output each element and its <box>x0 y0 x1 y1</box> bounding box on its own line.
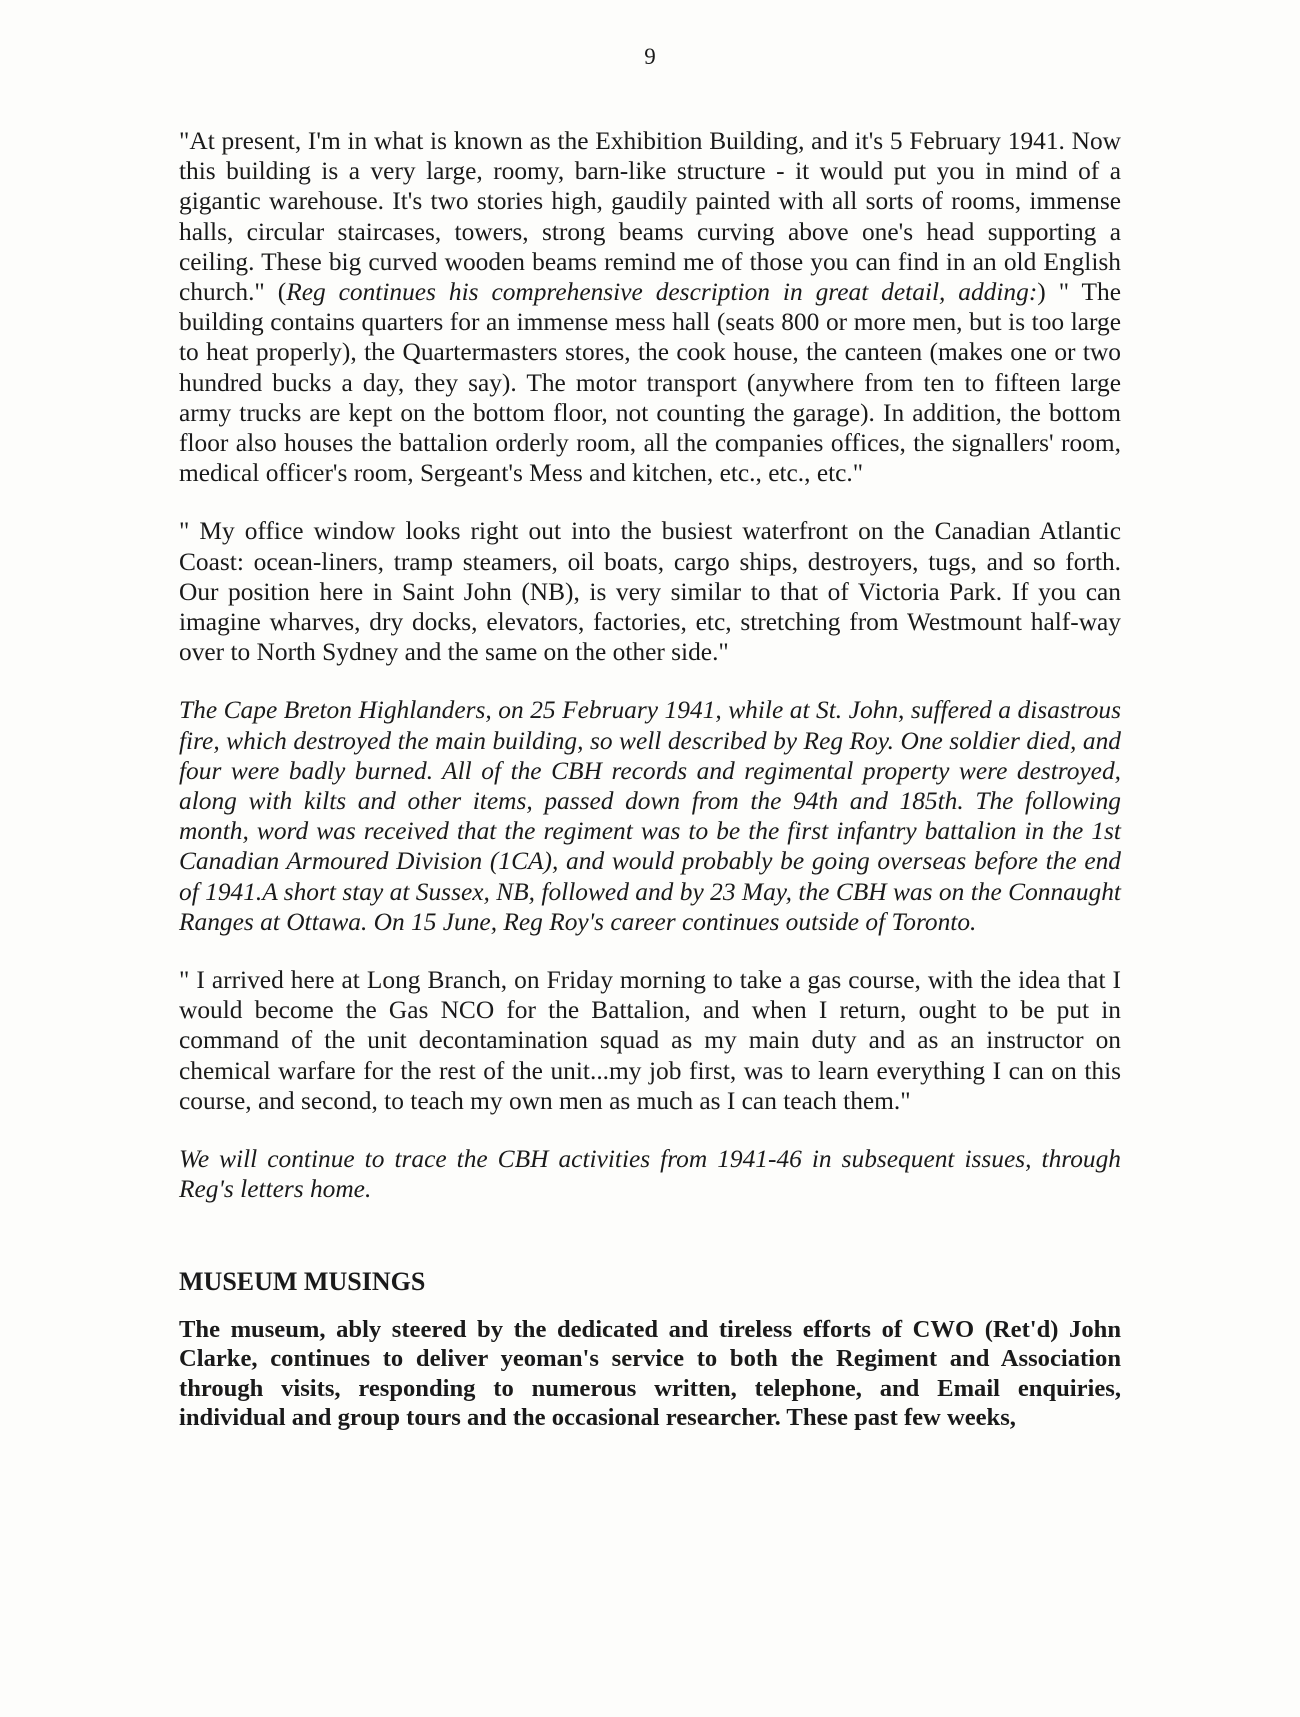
paragraph-exhibition-building <box>179 126 1121 488</box>
section-heading: MUSEUM MUSINGS <box>179 1266 426 1296</box>
page-number: 9 <box>644 44 656 69</box>
editorial-note: Reg continues his comprehensive description in great detail, adding: <box>286 278 1038 307</box>
section-body: The museum, ably steered by the dedicated and tireless efforts of CWO (Ret'd) John Clarke, continues to deliver yeoman's service to both the Regiment and Association through visits, responding to numerous written, telephone, and Email enquiries, individual and group tours and the occasional researcher. These past few weeks, <box>179 1315 1121 1432</box>
paragraph-fire-narrative: The Cape Breton Highlanders, on 25 February 1941, while at St. John, suffered a disastrous fire, which destroyed the main building, so well described by Reg Roy. One soldier died, and four were badly burned. All of the CBH records and regimental property were destroyed, along with kilts and other items, passed down from the 94th and 185th. The following month, word was received that the regiment was to be the first infantry battalion in the 1st Canadian Armoured Division (1CA), and would probably be going overseas before the end of 1941.A short stay at Sussex, NB, followed and by 23 May, the CBH was on the Connaught Ranges at Ottawa. On 15 June, Reg Roy's career continues outside of Toronto. <box>179 696 1121 936</box>
page-body <box>179 126 1121 1433</box>
paragraph-office-window: " My office window looks right out into the busiest waterfront on the Canadian Atlantic Coast: ocean-liners, tramp steamers, oil boats, cargo ships, destroyers, tugs, and so forth. Our position here in Saint John (NB), is very similar to that of Victoria Park. If you can imagine wharves, dry docks, elevators, factories, etc, stretching from Westmount half-way over to North Sydney and the same on the other side." <box>179 517 1121 667</box>
quote-text-continued: ) " The building contains quarters for an immense mess hall (seats 800 or more men, but is too large to heat properly), the Quartermasters stores, the cook house, the canteen (makes one or two hundred bucks a day, they say). The motor transport (anywhere from ten to fifteen large army trucks are kept on the bottom floor, not counting the garage). In addition, the bottom floor also houses the battalion orderly room, all the companies offices, the signallers' room, medical officer's room, Sergeant's Mess and kitchen, etc., etc., etc." <box>179 278 1122 488</box>
quote-text: "At present, I'm in what is known as the Exhibition Building, and it's 5 February 1941. Now this building is a very large, roomy, barn-like structure - it would put you in mind of a gigantic warehouse. It's two stories high, gaudily painted with all sorts of rooms, immense halls, circular staircases, towers, strong beams curving above one's head supporting a ceiling. These big curved wooden beams remind me of those you can find in an old English church." ( <box>179 127 1121 307</box>
paragraph-long-branch: " I arrived here at Long Branch, on Friday morning to take a gas course, with the idea that I would become the Gas NCO for the Battalion, and when I return, ought to be put in command of the unit decontamination squad as my main duty and as an instructor on chemical warfare for the rest of the unit...my job first, was to learn everything I can on this course, and second, to teach my own men as much as I can teach them." <box>179 966 1121 1115</box>
paragraph-continuation-note: We will continue to trace the CBH activities from 1941-46 in subsequent issues, through Reg's letters home. <box>179 1145 1121 1204</box>
